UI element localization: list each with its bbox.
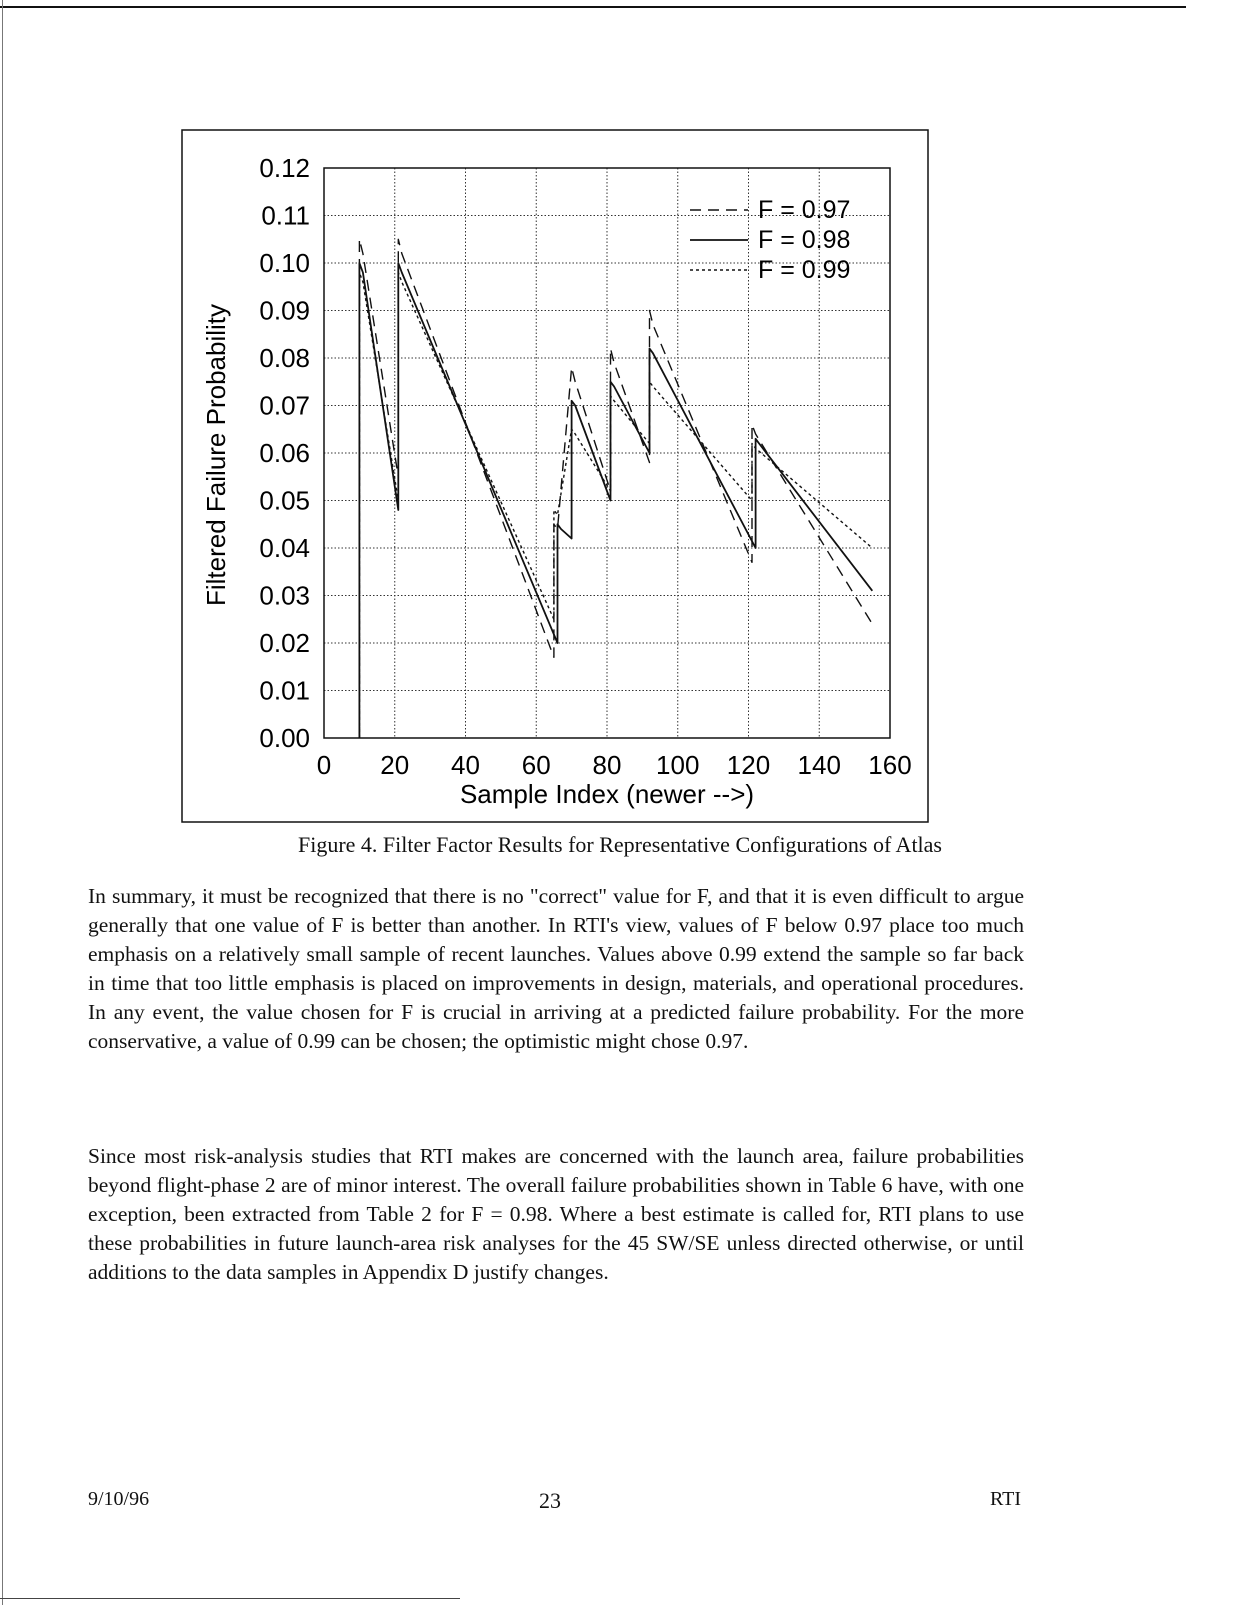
- y-tick-label: 0.10: [259, 248, 310, 278]
- y-tick-label: 0.03: [259, 580, 310, 611]
- y-tick-label: 0.09: [259, 295, 310, 326]
- summary-paragraph: In summary, it must be recognized that there is no "correct" value for F, and that it is even difficult to argue generally that one value of F is better than another. In RTI's view, values of F below 0.97 place too much emphasis on a relatively small sample of recent launches. Values above 0.99 extend the sample so far back in time that too little emphasis is placed on improvements in design, materials, and operational procedures. In any event, the value chosen for F is crucial in arriving at a predicted failure probability. For the more conservative, a value of 0.99 can be chosen; the optimistic might chose 0.97.: [88, 884, 1024, 1053]
- y-tick-label: 0.05: [259, 485, 310, 516]
- legend-label: F = 0.99: [758, 256, 851, 284]
- series-line-dotted: [359, 273, 872, 739]
- y-tick-label: 0.06: [259, 438, 310, 468]
- y-tick-label: 0.04: [259, 533, 310, 563]
- x-tick-label: 100: [656, 750, 700, 780]
- y-tick-label: 0.12: [259, 153, 310, 183]
- y-tick-label: 0.00: [259, 723, 310, 753]
- y-tick-label: 0.07: [259, 390, 310, 421]
- x-tick-label: 80: [592, 750, 622, 780]
- launch-area-paragraph: Since most risk-analysis studies that RTI makes are concerned with the launch area, failure probabilities beyond flight-phase 2 are of minor interest. The overall failure probabilities shown in Table 6 have, with one exception, been extracted from Table 2 for F = 0.98. Where a best estimate is called for, RTI plans to use these probabilities in future launch-area risk analyses for the 45 SW/SE unless directed otherwise, or until additions to the data samples in Appendix D justify changes.: [88, 1144, 1024, 1284]
- x-tick-label: 0: [316, 750, 332, 780]
- y-tick-label: 0.11: [261, 200, 310, 231]
- x-tick-label: 20: [380, 750, 410, 780]
- legend: [690, 196, 850, 284]
- page-number: 23: [539, 1488, 561, 1513]
- y-tick-label: 0.02: [259, 628, 310, 658]
- x-tick-label: 120: [726, 750, 771, 780]
- y-tick-label: 0.08: [259, 343, 310, 373]
- y-tick-label: 0.01: [259, 675, 310, 706]
- x-axis-label: Sample Index (newer -->): [459, 779, 755, 809]
- legend-label: F = 0.98: [758, 226, 851, 254]
- x-tick-label: 140: [797, 750, 841, 780]
- footer-date: 9/10/96: [88, 1488, 150, 1510]
- x-tick-label: 60: [521, 750, 551, 780]
- figure-caption: Figure 4. Filter Factor Results for Representative Configurations of Atlas: [297, 832, 942, 857]
- y-axis-label: Filtered Failure Probability: [201, 303, 231, 607]
- series-lines: [359, 239, 872, 738]
- series-line-dashed: [359, 239, 872, 738]
- x-tick-label: 160: [868, 750, 912, 780]
- bottom-rule: [0, 1598, 460, 1599]
- legend-label: F = 0.97: [758, 196, 851, 224]
- x-tick-label: 40: [451, 750, 480, 780]
- footer-organization: RTI: [990, 1488, 1022, 1510]
